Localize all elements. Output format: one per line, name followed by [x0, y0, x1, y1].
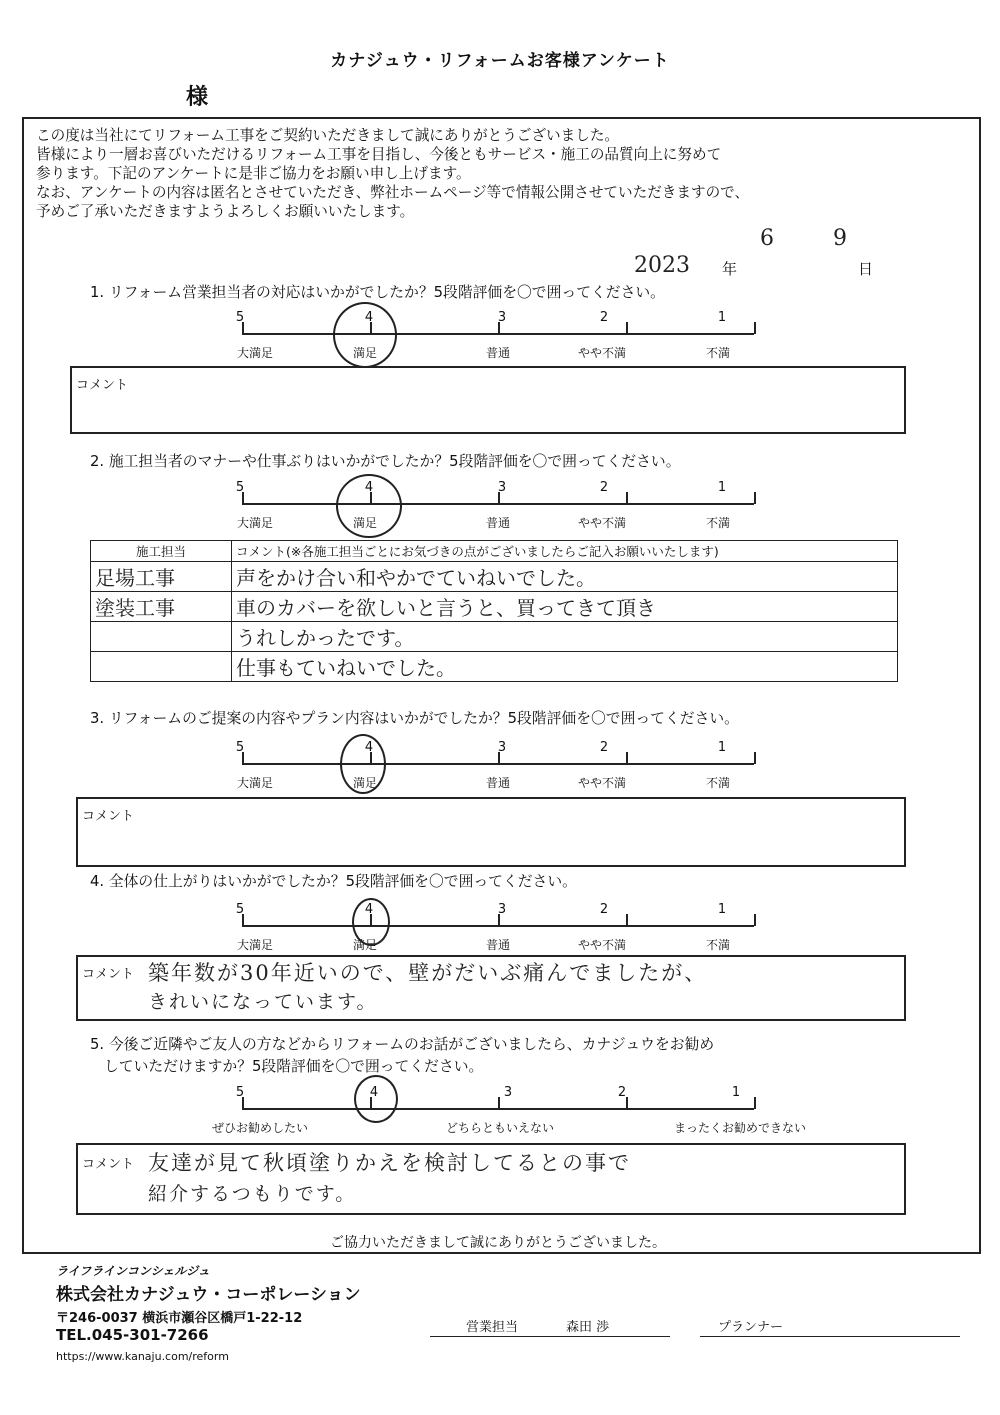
- rating-scale-4: [0, 902, 1000, 962]
- scale-num: 2: [599, 902, 609, 917]
- intro-line: 参ります。下記のアンケートに是非ご協力をお願い申し上げます。: [36, 165, 471, 182]
- table-row: [91, 592, 898, 622]
- comment-box-4[interactable]: [76, 955, 906, 1021]
- scale-label: 不満: [705, 346, 730, 360]
- scale-num: 2: [617, 1085, 627, 1100]
- scale-label: どちらともいえない: [445, 1121, 554, 1135]
- scale-num: 5: [235, 480, 245, 495]
- scale-num: 1: [717, 480, 727, 495]
- planner-label: プランナー: [718, 1320, 784, 1335]
- table-row: [91, 652, 898, 682]
- customer-honorific: 様: [186, 85, 209, 110]
- scale-num: 5: [235, 310, 245, 325]
- selected-rating-circle: [340, 734, 386, 794]
- question-2: 2. 施工担当者のマナーや仕事ぶりはいかがでしたか？5段階評価を〇で囲ってください。: [90, 453, 681, 470]
- scale-label: 普通: [485, 776, 510, 790]
- scale-num: 1: [717, 902, 727, 917]
- intro-text: [36, 126, 749, 221]
- scale-num: 5: [235, 902, 245, 917]
- table-row: [91, 562, 898, 592]
- question-5-cont: していただけますか？5段階評価を〇で囲ってください。: [104, 1058, 484, 1075]
- date-year: 2023: [634, 253, 690, 278]
- scale-label: まったくお勧めできない: [673, 1121, 806, 1135]
- comment-label: コメント: [82, 967, 135, 982]
- scale-num: 2: [599, 310, 609, 325]
- scale-num: 2: [599, 480, 609, 495]
- scale-label: やや不満: [577, 346, 626, 360]
- comment-text: 築年数が30年近いので、壁がだいぶ痛んでましたが、: [148, 961, 708, 985]
- question-1: 1. リフォーム営業担当者の対応はいかがでしたか？5段階評価を〇で囲ってください。: [90, 284, 665, 301]
- scale-label: やや不満: [577, 516, 626, 530]
- scale-label: 満足: [352, 776, 377, 790]
- scale-num: 4: [364, 902, 374, 917]
- scale-num: 3: [497, 480, 507, 495]
- sales-label: 営業担当: [466, 1320, 519, 1335]
- scale-num: 2: [599, 740, 609, 755]
- staff-role: [91, 652, 232, 682]
- intro-line: この度は当社にてリフォーム工事をご契約いただきまして誠にありがとうございました。: [36, 127, 620, 144]
- staff-comment[interactable]: 車のカバーを欲しいと言うと、買ってきて頂き: [232, 592, 898, 622]
- comment-box-5[interactable]: [76, 1143, 906, 1215]
- scale-label: 普通: [485, 938, 510, 952]
- staff-role: 足場工事: [91, 562, 232, 592]
- comment-label: コメント: [82, 809, 135, 824]
- company-address: 〒246-0037 横浜市瀬谷区橋戸1-22-12: [56, 1311, 303, 1326]
- scale-num: 3: [503, 1085, 513, 1100]
- question-5: 5. 今後ご近隣やご友人の方などからリフォームのお話がございましたら、カナジュウをお勧め: [90, 1036, 715, 1053]
- comment-text: きれいになっています。: [148, 991, 378, 1013]
- comment-label: コメント: [76, 378, 129, 393]
- table-header-cell: コメント(※各施工担当ごとにお気づきの点がございましたらご記入お願いいたします): [232, 541, 898, 562]
- date-day-label: 日: [858, 260, 874, 278]
- intro-line: 皆様により一層お喜びいただけるリフォーム工事を目指し、今後ともサービス・施工の品質向上に努めて: [36, 146, 722, 163]
- question-3: 3. リフォームのご提案の内容やプラン内容はいかがでしたか？5段階評価を〇で囲ってください。: [90, 710, 739, 727]
- scale-num: 1: [717, 740, 727, 755]
- comment-text: 紹介するつもりです。: [148, 1183, 357, 1205]
- scale-label: 満足: [352, 938, 377, 952]
- scale-num: 3: [497, 740, 507, 755]
- scale-label: 不満: [705, 938, 730, 952]
- company-url[interactable]: https://www.kanaju.com/reform: [56, 1350, 229, 1363]
- question-4: 4. 全体の仕上がりはいかがでしたか？5段階評価を〇で囲ってください。: [90, 873, 577, 890]
- scale-label: ぜひお勧めしたい: [211, 1121, 308, 1135]
- intro-line: なお、アンケートの内容は匿名とさせていただき、弊社ホームページ等で情報公開させていただきますので、: [36, 184, 750, 201]
- scale-label: 普通: [485, 516, 510, 530]
- scale-label: 大満足: [236, 776, 273, 790]
- staff-role: [91, 622, 232, 652]
- comment-text: 友達が見て秋頃塗りかえを検討してるとの事で: [148, 1151, 631, 1175]
- comment-box-1[interactable]: [70, 366, 906, 434]
- table-header-cell: 施工担当: [91, 541, 232, 562]
- scale-label: 不満: [705, 776, 730, 790]
- selected-rating-circle: [354, 1075, 398, 1123]
- scale-num: 1: [717, 310, 727, 325]
- staff-comment-table: [90, 540, 898, 682]
- staff-comment[interactable]: 声をかけ合い和やかでていねいでした。: [232, 562, 898, 592]
- scale-label: 満足: [352, 516, 377, 530]
- rating-scale-1: [0, 310, 1000, 370]
- scale-num: 5: [235, 1085, 245, 1100]
- company-name: 株式会社カナジュウ・コーポレーション: [56, 1285, 361, 1305]
- scale-label: やや不満: [577, 938, 626, 952]
- scale-label: 大満足: [236, 346, 273, 360]
- staff-comment[interactable]: うれしかったです。: [232, 622, 898, 652]
- scale-num: 3: [497, 310, 507, 325]
- scale-num: 5: [235, 740, 245, 755]
- selected-rating-circle: [352, 898, 390, 946]
- scale-label: 普通: [485, 346, 510, 360]
- table-row: [91, 622, 898, 652]
- company-tel: TEL.045-301-7266: [56, 1326, 209, 1344]
- page-title: カナジュウ・リフォームお客様アンケート: [330, 51, 670, 71]
- comment-label: コメント: [82, 1157, 135, 1172]
- rating-scale-5: [0, 1085, 1000, 1145]
- comment-box-3[interactable]: [76, 797, 906, 867]
- intro-line: 予めご了承いただきますようよろしくお願いいたします。: [36, 203, 415, 220]
- company-tagline: ライフラインコンシェルジュ: [56, 1264, 210, 1278]
- staff-role: 塗装工事: [91, 592, 232, 622]
- scale-num: 3: [497, 902, 507, 917]
- sales-underline: [430, 1336, 670, 1337]
- scale-num: 1: [731, 1085, 741, 1100]
- selected-rating-circle: [333, 302, 397, 368]
- thanks-message: ご協力いただきまして誠にありがとうございました。: [330, 1235, 666, 1251]
- staff-comment[interactable]: 仕事もていねいでした。: [232, 652, 898, 682]
- selected-rating-circle: [336, 474, 402, 538]
- scale-label: 不満: [705, 516, 730, 530]
- scale-num: 4: [364, 480, 374, 495]
- sales-name: 森田 渉: [566, 1320, 610, 1335]
- planner-underline: [700, 1336, 960, 1337]
- rating-scale-2: [0, 480, 1000, 540]
- scale-label: 満足: [352, 346, 377, 360]
- table-header-row: [91, 541, 898, 562]
- date-month-day: 6 9: [760, 226, 873, 251]
- scale-num: 4: [369, 1085, 379, 1100]
- scale-label: やや不満: [577, 776, 626, 790]
- scale-num: 4: [364, 740, 374, 755]
- scale-label: 大満足: [236, 516, 273, 530]
- scale-label: 大満足: [236, 938, 273, 952]
- rating-scale-3: [0, 740, 1000, 800]
- date-year-label: 年: [722, 260, 738, 278]
- scale-num: 4: [364, 310, 374, 325]
